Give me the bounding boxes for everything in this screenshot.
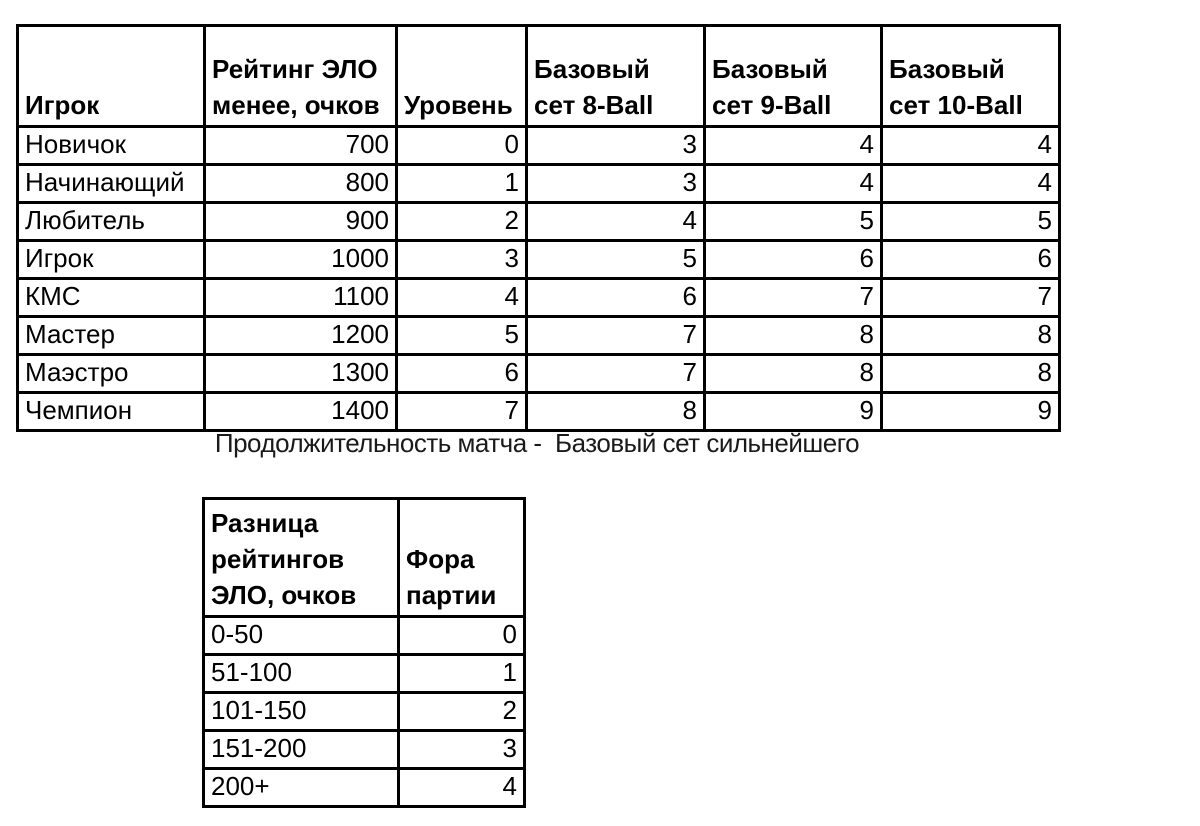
cell: 4 — [882, 127, 1060, 165]
cell: 1100 — [205, 279, 397, 317]
table-row — [204, 617, 525, 655]
cell: Чемпион — [18, 393, 205, 431]
cell: 1 — [397, 165, 527, 203]
cell: 8 — [705, 355, 882, 393]
cell: 5 — [527, 241, 705, 279]
column-header-base-set-9ball: Базовый сет 9-Ball — [705, 26, 882, 127]
cell: 7 — [527, 355, 705, 393]
cell: 6 — [882, 241, 1060, 279]
column-header-elo-rating: Рейтинг ЭЛО менее, очков — [205, 26, 397, 127]
header-row — [204, 499, 525, 617]
elo-ratings-table-body — [18, 127, 1060, 431]
cell: 200+ — [204, 769, 399, 807]
cell: 8 — [527, 393, 705, 431]
cell: 7 — [397, 393, 527, 431]
table-row — [18, 241, 1060, 279]
cell: 900 — [205, 203, 397, 241]
table-row — [204, 693, 525, 731]
cell: Маэстро — [18, 355, 205, 393]
table-row — [18, 203, 1060, 241]
cell: КМС — [18, 279, 205, 317]
column-header-elo-difference: Разница рейтингов ЭЛО, очков — [204, 499, 399, 617]
table-row — [18, 127, 1060, 165]
cell: 1 — [399, 655, 525, 693]
cell: 7 — [527, 317, 705, 355]
cell: 8 — [705, 317, 882, 355]
cell: 2 — [399, 693, 525, 731]
cell: Любитель — [18, 203, 205, 241]
cell: 4 — [705, 165, 882, 203]
column-header-level: Уровень — [397, 26, 527, 127]
cell: 8 — [882, 355, 1060, 393]
cell: 5 — [882, 203, 1060, 241]
handicap-table — [202, 497, 526, 808]
cell: Новичок — [18, 127, 205, 165]
cell: 0 — [399, 617, 525, 655]
column-header-base-set-10ball: Базовый сет 10-Ball — [882, 26, 1060, 127]
cell: 8 — [882, 317, 1060, 355]
column-header-game-handicap: Фора партии — [399, 499, 525, 617]
header-row — [18, 26, 1060, 127]
cell: 7 — [882, 279, 1060, 317]
table-row — [204, 731, 525, 769]
cell: 700 — [205, 127, 397, 165]
cell: 1400 — [205, 393, 397, 431]
cell: 3 — [399, 731, 525, 769]
cell: 7 — [705, 279, 882, 317]
column-header-base-set-8ball: Базовый сет 8-Ball — [527, 26, 705, 127]
table-row — [18, 165, 1060, 203]
table-row — [18, 279, 1060, 317]
cell: 1300 — [205, 355, 397, 393]
cell: Начинающий — [18, 165, 205, 203]
cell: 6 — [705, 241, 882, 279]
cell: 3 — [527, 127, 705, 165]
cell: 2 — [397, 203, 527, 241]
cell: 51-100 — [204, 655, 399, 693]
cell: 4 — [397, 279, 527, 317]
table-row — [18, 317, 1060, 355]
cell: Игрок — [18, 241, 205, 279]
cell: 5 — [705, 203, 882, 241]
cell: 4 — [705, 127, 882, 165]
cell: 6 — [527, 279, 705, 317]
cell: 4 — [527, 203, 705, 241]
table-row — [18, 393, 1060, 431]
cell: 1000 — [205, 241, 397, 279]
handicap-table-body — [204, 617, 525, 807]
cell: 9 — [705, 393, 882, 431]
cell: 9 — [882, 393, 1060, 431]
cell: 1200 — [205, 317, 397, 355]
column-header-player: Игрок — [18, 26, 205, 127]
cell: 3 — [527, 165, 705, 203]
cell: Мастер — [18, 317, 205, 355]
cell: 101-150 — [204, 693, 399, 731]
elo-ratings-table — [16, 24, 1061, 432]
cell: 0-50 — [204, 617, 399, 655]
cell: 0 — [397, 127, 527, 165]
cell: 4 — [882, 165, 1060, 203]
table-row — [204, 655, 525, 693]
cell: 4 — [399, 769, 525, 807]
cell: 6 — [397, 355, 527, 393]
cell: 3 — [397, 241, 527, 279]
table-row — [18, 355, 1060, 393]
table-row — [204, 769, 525, 807]
match-duration-caption: Продолжительность матча - Базовый сет сильнейшего — [214, 428, 860, 458]
cell: 151-200 — [204, 731, 399, 769]
cell: 5 — [397, 317, 527, 355]
cell: 800 — [205, 165, 397, 203]
